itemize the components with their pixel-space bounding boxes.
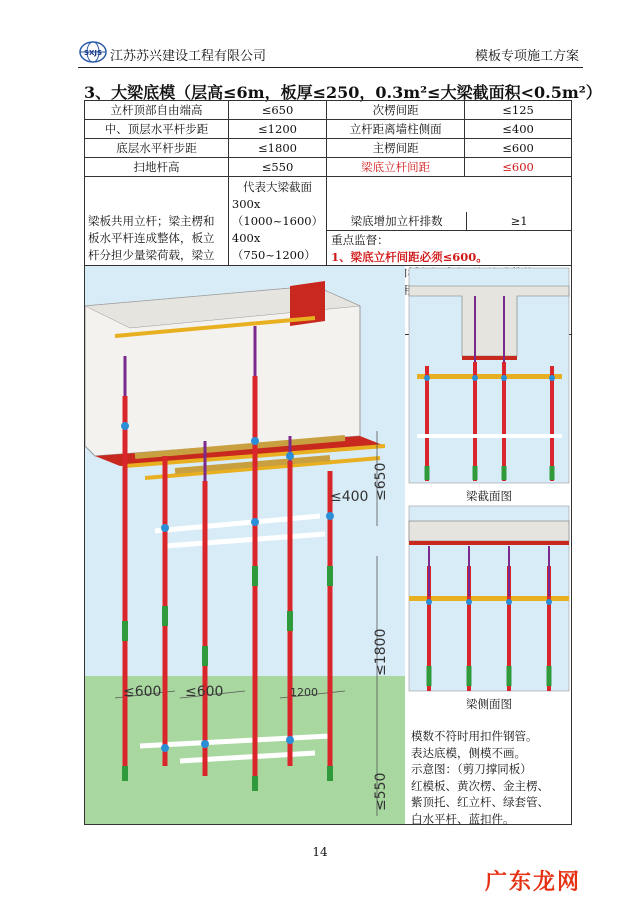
table-cell: 主楞间距 bbox=[327, 139, 465, 158]
svg-text:SXJS: SXJS bbox=[83, 49, 103, 57]
support-note: 梁板共用立杆；梁主楞和板水平杆连成整体，板立杆分担少量梁荷载，梁立 bbox=[85, 177, 229, 335]
table-cell: ≤400 bbox=[465, 120, 572, 139]
extra-poles-label: 梁底增加立杆排数 bbox=[327, 212, 467, 230]
legend-line: 示意图：（剪刀撑同板） bbox=[411, 762, 532, 776]
table-cell: 扫地杆高 bbox=[85, 158, 229, 177]
table-cell: ≤550 bbox=[228, 158, 326, 177]
section-view-caption: 梁截面图 bbox=[466, 489, 512, 503]
table-cell: ≤600 bbox=[465, 139, 572, 158]
dim-400-label: ≤400 bbox=[330, 489, 369, 505]
table-cell: ≤1800 bbox=[228, 139, 326, 158]
table-row bbox=[85, 101, 572, 120]
section-title: 3、大梁底模（层高≤6m，板厚≤250，0.3m²≤大梁截面积<0.5m²） bbox=[84, 83, 602, 102]
table-cell: ≤1200 bbox=[228, 120, 326, 139]
watermark: 广东龙网 bbox=[485, 870, 582, 895]
dim-1800-label: ≤1800 bbox=[373, 628, 389, 676]
legend-line: 红模板、黄次楞、金主楞、 bbox=[411, 778, 549, 793]
company-name: 江苏苏兴建设工程有限公司 bbox=[110, 49, 267, 64]
table-cell-highlight: 梁底立杆间距 bbox=[327, 158, 465, 177]
table-cell: ≤650 bbox=[228, 101, 326, 120]
legend-line: 白水平杆、蓝扣件。 bbox=[411, 811, 515, 826]
beam-size-item: 400x（750~1200） bbox=[231, 231, 316, 262]
dim-600-label: ≤600 bbox=[123, 684, 162, 700]
table-cell: 立杆顶部自由端高 bbox=[85, 101, 229, 120]
side-view-caption: 梁侧面图 bbox=[466, 697, 512, 711]
table-row bbox=[85, 158, 572, 177]
dim-600-label: ≤600 bbox=[185, 684, 224, 700]
monitor-item-1: 1、梁底立杆间距必须≤600。 bbox=[331, 249, 488, 264]
page-header bbox=[78, 38, 583, 68]
dim-650-label: ≤650 bbox=[373, 462, 389, 501]
table-cell: ≤125 bbox=[465, 101, 572, 120]
legend-line: 紫顶托、红立杆、绿套管、 bbox=[411, 795, 549, 809]
beam-size-item: 300x（1000~1600） bbox=[231, 197, 324, 228]
table-row bbox=[85, 139, 572, 158]
table-cell-highlight: ≤600 bbox=[465, 158, 572, 177]
company-logo-icon bbox=[78, 40, 108, 64]
legend-line: 模数不符时用扣件钢管。 bbox=[411, 729, 538, 743]
dim-550-label: ≤550 bbox=[373, 772, 389, 811]
page-number: 14 bbox=[312, 845, 328, 859]
table-row bbox=[85, 120, 572, 139]
beam-section-view bbox=[409, 268, 569, 483]
table-cell: 立杆距离墙柱侧面 bbox=[327, 120, 465, 139]
monitor-heading: 重点监督： bbox=[331, 233, 389, 247]
table-cell: 中、顶层水平杆步距 bbox=[85, 120, 229, 139]
figure-legend bbox=[407, 728, 571, 827]
beam-side-view bbox=[409, 506, 569, 691]
scaffold-figure bbox=[84, 265, 572, 825]
legend-line: 表达底模，侧模不画。 bbox=[411, 745, 526, 760]
extra-poles-value: ≥1 bbox=[510, 214, 528, 228]
dim-1200-label: 1200 bbox=[290, 686, 318, 699]
table-cell: 底层水平杆步距 bbox=[85, 139, 229, 158]
beam-sizes-head: 代表大梁截面 bbox=[243, 180, 312, 194]
document-title: 模板专项施工方案 bbox=[474, 49, 579, 64]
scaffold-3d-illustration bbox=[85, 266, 405, 824]
table-cell: 次楞间距 bbox=[327, 101, 465, 120]
